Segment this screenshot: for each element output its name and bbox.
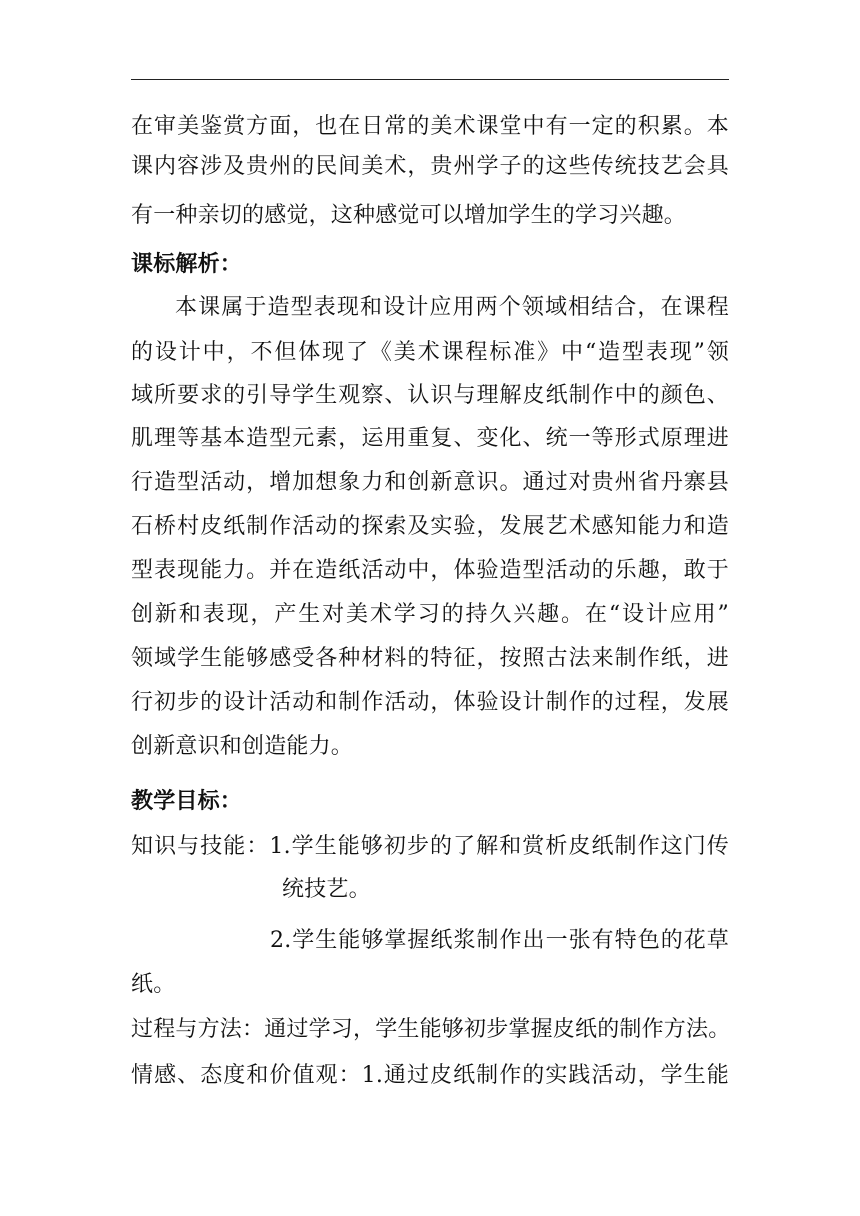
text-line: 创新意识和创造能力。 — [131, 734, 354, 759]
text-line: 创新和表现，产生对美术学习的持久兴趣。在“设计应用” — [131, 602, 729, 627]
text-line: 课内容涉及贵州的民间美术，贵州学子的这些传统技艺会具 — [131, 154, 729, 179]
text-line: 情感、态度和价值观：1.通过皮纸制作的实践活动，学生能 — [131, 1063, 729, 1088]
text-line: 型表现能力。并在造纸活动中，体验造型活动的乐趣，敢于 — [131, 558, 729, 583]
text-line: 纸。 — [131, 972, 176, 997]
section-heading-curriculum: 课标解析： — [131, 252, 243, 277]
section-heading-objectives: 教学目标： — [131, 789, 243, 814]
text-line: 领域学生能够感受各种材料的特征，按照古法来制作纸，进 — [131, 646, 729, 671]
text-line: 行初步的设计活动和制作活动，体验设计制作的过程，发展 — [131, 690, 729, 715]
text-line: 在审美鉴赏方面，也在日常的美术课堂中有一定的积累。本 — [131, 114, 729, 139]
text-line: 行造型活动，增加想象力和创新意识。通过对贵州省丹寨县 — [131, 470, 729, 495]
text-line: 过程与方法：通过学习，学生能够初步掌握皮纸的制作方法。 — [131, 1017, 731, 1042]
text-line: 域所要求的引导学生观察、认识与理解皮纸制作中的颜色、 — [131, 383, 729, 408]
text-line: 的设计中，不但体现了《美术课程标准》中“造型表现”领 — [131, 340, 729, 365]
text-line: 肌理等基本造型元素，运用重复、变化、统一等形式原理进 — [131, 426, 729, 451]
text-line: 本课属于造型表现和设计应用两个领域相结合，在课程 — [175, 295, 729, 320]
text-line: 2.学生能够掌握纸浆制作出一张有特色的花草 — [270, 928, 729, 953]
text-line: 统技艺。 — [282, 877, 371, 902]
text-line: 石桥村皮纸制作活动的探索及实验，发展艺术感知能力和造 — [131, 514, 729, 539]
text-line: 有一种亲切的感觉，这种感觉可以增加学生的学习兴趣。 — [131, 203, 687, 228]
header-rule — [131, 79, 729, 80]
text-line: 知识与技能：1.学生能够初步的了解和赏析皮纸制作这门传 — [131, 834, 729, 859]
